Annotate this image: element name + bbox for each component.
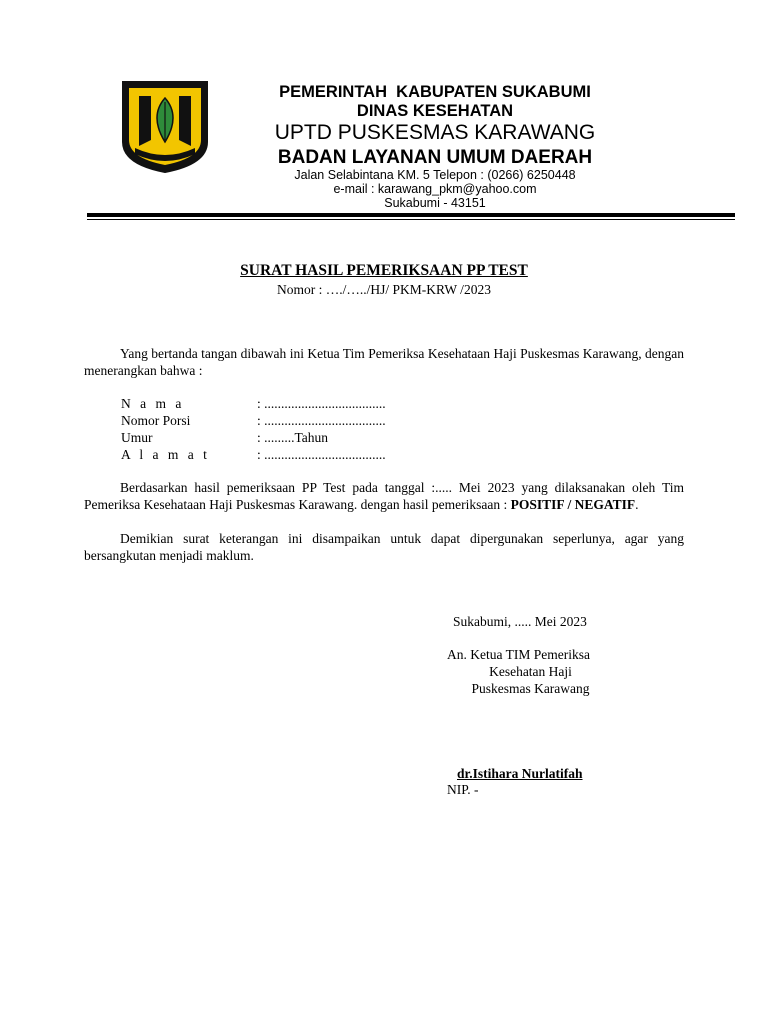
- signature-place-date: Sukabumi, ..... Mei 2023: [453, 614, 587, 629]
- signature-role-line1: An. Ketua TIM Pemeriksa: [447, 647, 590, 662]
- header-institution: UPTD PUSKESMAS KARAWANG: [274, 121, 596, 144]
- closing-paragraph: Demikian surat keterangan ini disampaikan untuk dapat dipergunakan seperlunya, agar yang bersangkutan menjadi maklum.: [84, 531, 684, 563]
- field-value-porsi: : ....................................: [257, 413, 386, 428]
- letter-title: SURAT HASIL PEMERIKSAAN PP TEST: [240, 262, 528, 279]
- field-label-age: Umur: [121, 430, 153, 445]
- field-label-name: N a m a: [121, 396, 185, 411]
- field-value-address: : ....................................: [257, 447, 386, 462]
- header-email: e-mail : karawang_pkm@yahoo.com: [333, 182, 537, 196]
- header-address: Jalan Selabintana KM. 5 Telepon : (0266) 6250448: [294, 168, 576, 182]
- field-label-address: A l a m a t: [121, 447, 210, 462]
- signatory-nip: NIP. -: [447, 782, 479, 797]
- opening-paragraph: Yang bertanda tangan dibawah ini Ketua Tim Pemeriksa Kesehataan Haji Puskesmas Karawang, dengan menerangkan bahwa :: [84, 346, 684, 378]
- header-divider-thick: [87, 213, 735, 217]
- header-department: DINAS KESEHATAN: [356, 102, 514, 120]
- signature-role-line3: Puskesmas Karawang: [471, 681, 590, 696]
- signature-role-line2: Kesehatan Haji: [489, 664, 572, 679]
- result-paragraph: Berdasarkan hasil pemeriksaan PP Test pada tanggal :..... Mei 2023 yang dilaksanakan oleh Tim Pemeriksa Kesehataan Haji Puskesmas Karawang. dengan hasil pemeriksaan : POSITIF / NEGATIF.: [84, 480, 684, 512]
- result-value: POSITIF / NEGATIF: [510, 497, 636, 512]
- header-agency-type: BADAN LAYANAN UMUM DAERAH: [277, 147, 593, 168]
- kabupaten-sukabumi-logo: [121, 80, 209, 174]
- header-divider-thin: [87, 219, 735, 220]
- header-city: Sukabumi - 43151: [384, 196, 486, 210]
- letter-number: Nomor : …./…../HJ/ PKM-KRW /2023: [277, 282, 491, 297]
- field-value-age: : .........Tahun: [257, 430, 329, 445]
- header-government: PEMERINTAH KABUPATEN SUKABUMI: [279, 83, 591, 101]
- field-value-name: : ....................................: [257, 396, 386, 411]
- signatory-name: dr.Istihara Nurlatifah: [457, 766, 583, 781]
- field-label-porsi: Nomor Porsi: [121, 413, 191, 428]
